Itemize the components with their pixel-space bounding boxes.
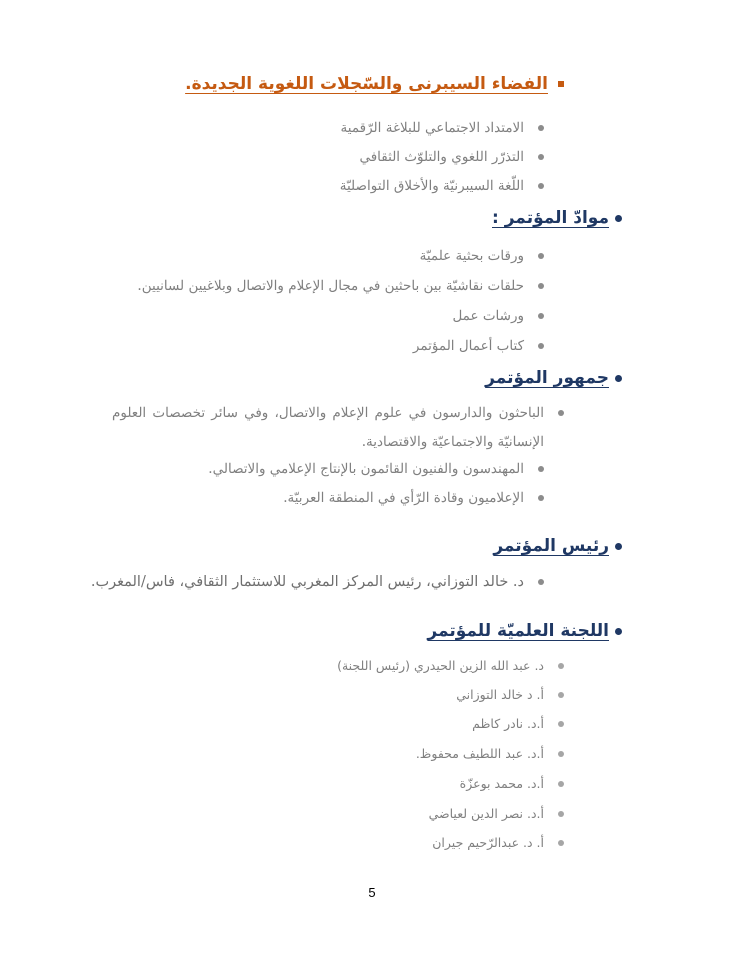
bullet-dot-icon [538,579,544,585]
list-item [416,746,564,761]
section-heading-cyber [185,74,564,94]
list-item-text: أ. د. عبدالرّحيم جيران [432,835,544,850]
section-heading-president [493,536,622,556]
bullet-dot-icon [558,751,564,757]
list-item-text: اللّغة السيبرنيّة والأخلاق التواصليّة [339,178,524,194]
list-item [429,806,564,821]
section-heading-text: اللجنة العلميّة للمؤتمر [427,621,609,641]
list-item [91,574,544,590]
list-item-text: أ.د. نادر كاظم [472,716,544,731]
bullet-dot-icon [538,125,544,131]
list-item [112,399,544,457]
list-item-text: أ.د. محمد بوعزّة [459,776,544,791]
section-heading-audience [485,368,622,388]
list-item [460,776,564,791]
list-item-text: ورقات بحثية علميّة [419,248,524,264]
list-item-text: د. خالد التوزاني، رئيس المركز المغربي للاستثمار الثقافي، فاس/المغرب. [90,574,524,590]
bullet-dot-icon [558,721,564,727]
bullet-dot-icon [538,253,544,259]
list-item-text: د. عبد الله الزين الحيدري (رئيس اللجنة) [337,658,544,673]
round-bullet-icon [615,215,622,222]
list-item-text: الإعلاميون وقادة الرّأي في المنطقة العربيّة. [283,490,524,506]
list-item [283,490,544,506]
list-item-text: ورشات عمل [452,308,524,324]
list-item [359,149,544,165]
bullet-dot-icon [538,283,544,289]
bullet-dot-icon [538,466,544,472]
list-item-text: حلقات نقاشيّة بين باحثين في مجال الإعلام والاتصال وبلاغيين لسانيين. [137,278,524,294]
bullet-dot-icon [558,663,564,669]
list-item-text: الباحثون والدارسون في علوم الإعلام والاتصال، وفي سائر تخصصات العلوم الإنسانيّة والاجتماعيّة والاقتصادية. [112,405,544,450]
square-bullet-icon [558,81,564,87]
list-item-text: كتاب أعمال المؤتمر [412,338,524,354]
section-heading-committee [427,621,622,641]
bullet-dot-icon [558,692,564,698]
list-item [337,658,564,673]
bullet-dot-icon [538,313,544,319]
bullet-dot-icon [538,183,544,189]
round-bullet-icon [615,375,622,382]
list-item [456,687,564,702]
list-item [432,835,564,850]
round-bullet-icon [615,628,622,635]
bullet-dot-icon [538,154,544,160]
section-heading-text: موادّ المؤتمر : [492,208,609,228]
list-item-text: أ.د. نصر الدين لعياضي [428,806,544,821]
bullet-dot-icon [558,781,564,787]
list-item-text: المهندسون والفنيون القائمون بالإنتاج الإعلامي والاتصالي. [208,461,524,477]
bullet-dot-icon [558,811,564,817]
bullet-dot-icon [558,840,564,846]
list-item [472,716,564,731]
list-item [340,178,544,194]
list-item [137,278,544,294]
section-heading-materials [492,208,622,228]
round-bullet-icon [615,543,622,550]
bullet-dot-icon [538,495,544,501]
bullet-dot-icon [538,343,544,349]
bullet-dot-icon [558,410,564,416]
list-item [420,248,544,264]
list-item-text: الامتداد الاجتماعي للبلاغة الرّقمية [340,120,524,136]
list-item [413,338,544,354]
page-number: 5 [368,885,376,900]
list-item [208,461,544,477]
section-heading-text: جمهور المؤتمر [485,368,609,388]
section-heading-text: الفضاء السيبرنى والسّجلات اللغوية الجديدة. [185,74,548,94]
list-item-text: التذرّر اللغوي والتلوّث الثقافي [359,149,524,165]
section-heading-text: رئيس المؤتمر [493,536,609,556]
list-item-text: أ. د خالد التوزاني [456,687,544,702]
list-item-text: أ.د. عبد اللطيف محفوظ. [415,746,544,761]
list-item [341,120,544,136]
list-item [452,308,544,324]
